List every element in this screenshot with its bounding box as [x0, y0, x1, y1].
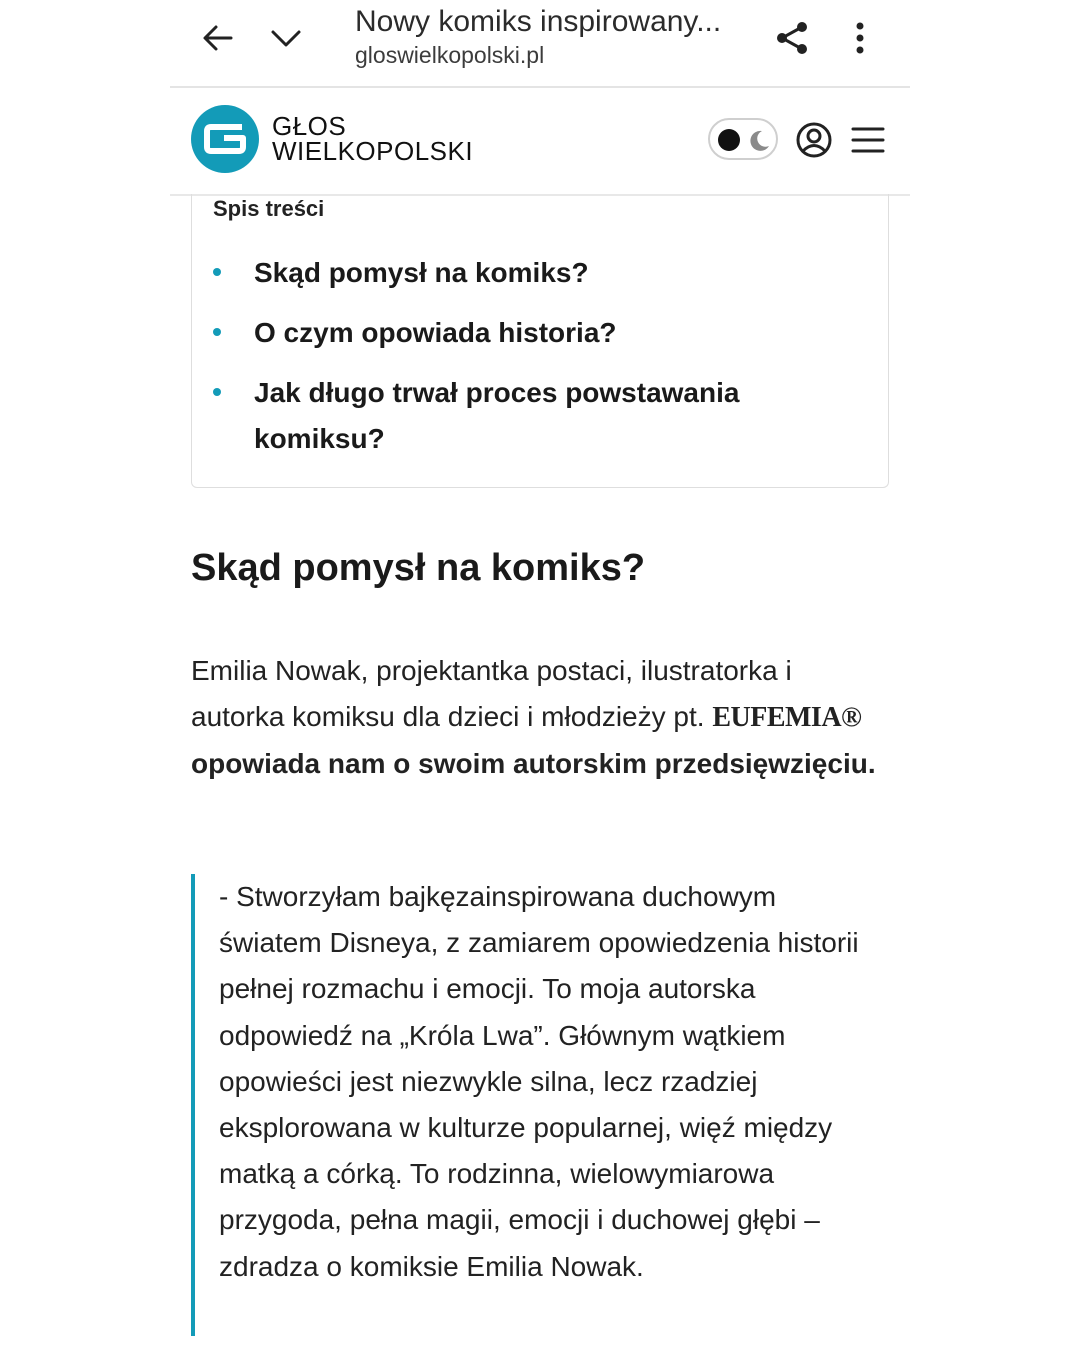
toc-item-label: O czym opowiada historia? — [254, 317, 617, 348]
toc-item[interactable] — [192, 370, 832, 462]
toc-item-label: Skąd pomysł na komiks? — [254, 257, 589, 288]
blockquote — [191, 874, 871, 1336]
theme-toggle[interactable] — [708, 118, 778, 160]
logo-icon[interactable] — [191, 105, 259, 173]
lead-text: Emilia Nowak, projektantka postaci, ilustratorka i autorka komiksu dla dzieci i młodzieży pt. — [191, 655, 792, 732]
more-vertical-icon[interactable] — [836, 14, 884, 62]
back-arrow-icon[interactable] — [194, 14, 242, 62]
logo-line-2: WIELKOPOLSKI — [272, 136, 474, 166]
light-mode-icon — [718, 129, 740, 151]
bullet-icon — [213, 268, 221, 276]
section-heading: Skąd pomysł na komiks? — [191, 547, 646, 589]
user-account-icon[interactable] — [794, 120, 834, 160]
bullet-icon — [213, 388, 221, 396]
logo-line-1: GŁOS — [272, 111, 347, 141]
site-header — [170, 88, 910, 196]
toc-list — [192, 250, 832, 476]
lead-brand: EUFEMIA® — [712, 702, 862, 733]
page-title: Nowy komiks inspirowany... — [355, 5, 722, 38]
table-of-contents — [191, 194, 889, 488]
hamburger-menu-icon[interactable] — [850, 122, 886, 158]
quote-text: - Stworzyłam bajkęzainspirowana duchowym światem Disneya, z zamiarem opowiedzenia historii pełnej rozmachu i emocji. To moja autorska odpowiedź na „Króla Lwa”. Głównym wątkiem opowieści jest niezwykle silna, lecz rzadziej eksplorowana w kulturze popularnej, więź między matką a córką. To rodzinna, wielowymiarowa przygoda, pełna magii, emocji i duchowej głębi – zdradza o komiksie Emilia Nowak. — [219, 881, 859, 1282]
bullet-icon — [213, 328, 221, 336]
share-icon[interactable] — [768, 14, 816, 62]
chevron-down-icon[interactable] — [262, 14, 310, 62]
page-url: gloswielkopolski.pl — [355, 42, 545, 68]
browser-toolbar — [170, 0, 910, 88]
toc-item[interactable] — [192, 250, 832, 296]
page-title-block[interactable] — [355, 2, 755, 70]
logo-text[interactable] — [272, 111, 474, 166]
toc-item[interactable] — [192, 310, 832, 356]
article-lead — [191, 648, 881, 787]
lead-bold-text: opowiada nam o swoim autorskim przedsięwzięciu. — [191, 748, 876, 779]
moon-icon — [748, 129, 770, 151]
toc-item-label: Jak długo trwał proces powstawania komiksu? — [254, 377, 740, 454]
toc-title: Spis treści — [213, 196, 325, 221]
